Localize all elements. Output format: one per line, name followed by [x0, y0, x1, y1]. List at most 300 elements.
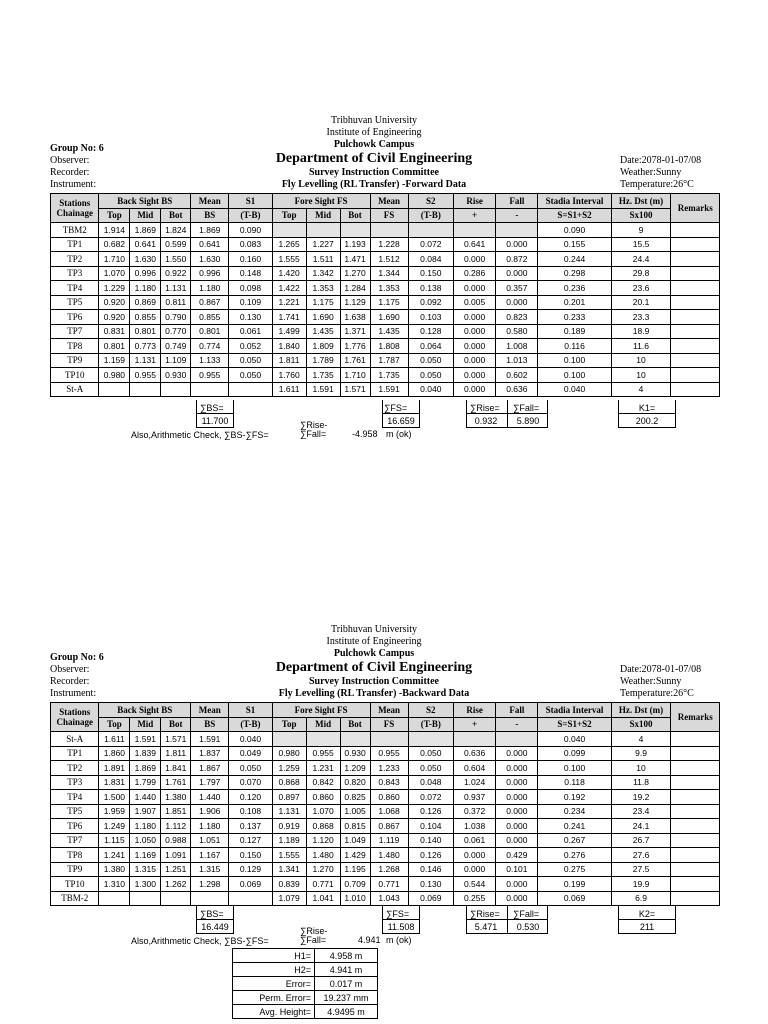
observer-label: Observer: [50, 664, 90, 675]
station-cell: TP3 [51, 775, 99, 790]
fall-cell: 0.000 [496, 237, 538, 252]
fs-bot-cell: 1.571 [340, 382, 370, 397]
hz-dst-cell: 23.6 [611, 281, 671, 296]
hzdst-header: Hz. Dst (m) [611, 194, 671, 209]
stadia-cell: 0.090 [538, 223, 611, 238]
s2-cell: 0.050 [408, 761, 453, 776]
fs-top-header: Top [272, 208, 306, 223]
error-value: 4.941 m [315, 963, 378, 977]
bs-bot-cell: 1.851 [161, 804, 191, 819]
bs-mid-cell: 0.773 [130, 339, 161, 354]
stadia-cell: 0.233 [538, 310, 611, 325]
fs-mean-cell: 1.233 [370, 761, 408, 776]
fs-top-cell [272, 732, 306, 747]
university-title: Tribhuvan University [330, 624, 418, 635]
bs-bot-cell: 0.790 [161, 310, 191, 325]
fall-cell: 0.429 [496, 848, 538, 863]
k2-box [618, 906, 676, 934]
sheet-subtitle: Fly Levelling (RL Transfer) -Backward Data [278, 688, 470, 699]
rise-minus-label: ∑Rise- [300, 926, 328, 936]
stadia-cell: 0.118 [538, 775, 611, 790]
bs-bot-cell: 1.131 [161, 281, 191, 296]
s2-cell: 0.069 [408, 891, 453, 906]
remarks-cell [671, 223, 720, 238]
rise-cell: 0.061 [453, 833, 495, 848]
rise-cell: 0.000 [453, 252, 495, 267]
fall-cell: 1.008 [496, 339, 538, 354]
fs-top-cell: 0.897 [272, 790, 306, 805]
bs-bot-cell: 0.930 [161, 368, 191, 383]
bs-mean-cell: 1.797 [191, 775, 229, 790]
remarks-cell [671, 891, 720, 906]
station-cell: TP8 [51, 339, 99, 354]
sum-fall-value: 5.890 [516, 416, 540, 426]
hz-dst-cell: 10 [611, 368, 671, 383]
fs-bot-cell [340, 223, 370, 238]
fs-top-cell: 1.189 [272, 833, 306, 848]
stadia-cell: 0.267 [538, 833, 611, 848]
fs-mid-cell: 0.842 [306, 775, 340, 790]
fs-header: FS [370, 717, 408, 732]
fs-mean-cell: 1.043 [370, 891, 408, 906]
bs-mean-cell: 0.996 [191, 266, 229, 281]
rise-cell: 1.024 [453, 775, 495, 790]
s2-cell: 0.146 [408, 862, 453, 877]
fs-mid-cell [306, 732, 340, 747]
rise-fall-separator [507, 400, 508, 428]
stadia-cell: 0.276 [538, 848, 611, 863]
stadia-cell: 0.040 [538, 732, 611, 747]
fs-mean-cell: 1.808 [370, 339, 408, 354]
s1-header: S1 [229, 194, 272, 209]
fs-bot-cell: 0.815 [340, 819, 370, 834]
s2-tb-header: (T-B) [408, 208, 453, 223]
bs-top-cell: 0.920 [99, 310, 130, 325]
rise-cell: 0.286 [453, 266, 495, 281]
stadia-header: Stadia Interval [538, 194, 611, 209]
bs-bot-cell: 1.380 [161, 790, 191, 805]
sum-fall-label: ∑Fall= [513, 403, 540, 413]
s1-cell: 0.130 [229, 310, 272, 325]
fall-cell [496, 732, 538, 747]
fs-mean-cell: 1.512 [370, 252, 408, 267]
sum-bs-label: ∑BS= [200, 403, 224, 413]
bs-mid-cell: 1.131 [130, 353, 161, 368]
table-row [51, 295, 720, 310]
fs-top-cell: 0.919 [272, 819, 306, 834]
bs-top-cell: 1.310 [99, 877, 130, 892]
arithmetic-check-label: Also,Arithmetic Check, ∑BS-∑FS= [131, 936, 269, 946]
error-label: H2= [233, 963, 315, 977]
observer-label: Observer: [50, 155, 90, 166]
institute-title: Institute of Engineering [326, 636, 422, 647]
error-row [233, 963, 378, 977]
fs-mid-cell: 1.070 [306, 804, 340, 819]
bs-mean-cell [191, 382, 229, 397]
fs-mean-cell [370, 732, 408, 747]
bs-top-cell: 1.860 [99, 746, 130, 761]
fs-top-cell: 1.221 [272, 295, 306, 310]
fs-mean-cell: 1.119 [370, 833, 408, 848]
s2-tb-header: (T-B) [408, 717, 453, 732]
bs-top-cell: 0.920 [99, 295, 130, 310]
bs-mid-cell: 1.591 [130, 732, 161, 747]
rise-cell: 0.000 [453, 281, 495, 296]
bs-bot-cell: 1.761 [161, 775, 191, 790]
bs-bot-cell: 0.599 [161, 237, 191, 252]
s1-cell: 0.040 [229, 732, 272, 747]
fs-top-header: Top [272, 717, 306, 732]
bs-mean-cell: 1.869 [191, 223, 229, 238]
k1-box [618, 400, 676, 428]
s2-cell: 0.048 [408, 775, 453, 790]
sum-rise-value: 0.932 [474, 416, 498, 426]
error-value: 0.017 m [315, 977, 378, 991]
rise-plus-header: + [453, 208, 495, 223]
s2-cell: 0.140 [408, 833, 453, 848]
bs-mid-cell: 1.050 [130, 833, 161, 848]
stadia-header: Stadia Interval [538, 703, 611, 718]
bs-top-cell: 1.241 [99, 848, 130, 863]
rise-cell [453, 223, 495, 238]
station-cell: TP6 [51, 819, 99, 834]
hz-dst-cell: 15.5 [611, 237, 671, 252]
campus-title: Pulchowk Campus [333, 648, 415, 659]
table-row [51, 353, 720, 368]
sum-bs-box [196, 400, 234, 428]
bs-mid-cell: 1.839 [130, 746, 161, 761]
fs-mean-cell: 1.175 [370, 295, 408, 310]
committee-title: Survey Instruction Committee [309, 676, 439, 687]
bs-mean-cell: 0.867 [191, 295, 229, 310]
s2-cell: 0.104 [408, 819, 453, 834]
error-label: Error= [233, 977, 315, 991]
rise-cell: 0.000 [453, 353, 495, 368]
error-row [233, 1005, 378, 1019]
bs-mean-cell: 1.298 [191, 877, 229, 892]
sum-fs-value: 16.659 [387, 416, 415, 426]
stadia-cell: 0.192 [538, 790, 611, 805]
fall-equals-label: ∑Fall= [300, 429, 327, 439]
fs-mean-cell: 0.867 [370, 819, 408, 834]
rise-cell: 0.641 [453, 237, 495, 252]
fs-mid-cell: 1.227 [306, 237, 340, 252]
sheet-subtitle: Fly Levelling (RL Transfer) -Forward Data [281, 179, 467, 190]
fs-top-cell: 1.422 [272, 281, 306, 296]
table-row [51, 804, 720, 819]
bs-top-cell: 0.980 [99, 368, 130, 383]
station-cell: TP2 [51, 252, 99, 267]
stadia-cell: 0.234 [538, 804, 611, 819]
bs-top-header: Top [99, 208, 130, 223]
stadia-cell: 0.100 [538, 761, 611, 776]
sx100-header: Sx100 [611, 717, 671, 732]
stadia-cell: 0.155 [538, 237, 611, 252]
s2-cell: 0.072 [408, 790, 453, 805]
s2-cell: 0.072 [408, 237, 453, 252]
stations-header: Stations Chainage [51, 194, 99, 223]
fall-cell: 0.357 [496, 281, 538, 296]
bs-mean-cell: 1.051 [191, 833, 229, 848]
stadia-cell: 0.201 [538, 295, 611, 310]
bs-bot-cell: 0.749 [161, 339, 191, 354]
bs-mid-cell: 0.801 [130, 324, 161, 339]
stadia-cell: 0.069 [538, 891, 611, 906]
table-row [51, 339, 720, 354]
bs-mean-cell: 0.801 [191, 324, 229, 339]
hz-dst-cell: 29.8 [611, 266, 671, 281]
s2-cell: 0.126 [408, 848, 453, 863]
error-value: 4.958 m [315, 949, 378, 963]
instrument-label: Instrument: [50, 688, 97, 699]
fs-top-cell: 0.868 [272, 775, 306, 790]
station-cell: TP4 [51, 281, 99, 296]
table-row [51, 324, 720, 339]
bs-bot-cell: 1.091 [161, 848, 191, 863]
s1-cell: 0.061 [229, 324, 272, 339]
hzdst-header: Hz. Dst (m) [611, 703, 671, 718]
hz-dst-cell: 27.6 [611, 848, 671, 863]
fs-mean-cell: 1.735 [370, 368, 408, 383]
s1-cell: 0.150 [229, 848, 272, 863]
fs-bot-cell: 1.429 [340, 848, 370, 863]
table-row [51, 237, 720, 252]
fall-cell: 0.000 [496, 891, 538, 906]
station-cell: TP9 [51, 862, 99, 877]
station-cell: TP6 [51, 310, 99, 325]
bs-mid-cell: 1.799 [130, 775, 161, 790]
university-title: Tribhuvan University [330, 115, 418, 126]
fs-bot-cell: 1.710 [340, 368, 370, 383]
fs-top-cell: 1.079 [272, 891, 306, 906]
s1-cell: 0.109 [229, 295, 272, 310]
bs-bot-cell: 1.550 [161, 252, 191, 267]
bs-mean-cell: 1.906 [191, 804, 229, 819]
bs-mid-cell: 1.907 [130, 804, 161, 819]
s2-cell: 0.138 [408, 281, 453, 296]
hz-dst-cell: 6.9 [611, 891, 671, 906]
department-title: Department of Civil Engineering [275, 151, 473, 166]
fall-cell: 0.000 [496, 819, 538, 834]
bs-mean-cell: 0.855 [191, 310, 229, 325]
remarks-cell [671, 877, 720, 892]
remarks-cell [671, 324, 720, 339]
fall-header: Fall [496, 703, 538, 718]
bs-mid-cell [130, 382, 161, 397]
fs-bot-cell: 1.129 [340, 295, 370, 310]
s1-cell: 0.050 [229, 761, 272, 776]
bs-mid-cell: 0.955 [130, 368, 161, 383]
fs-mid-cell: 1.175 [306, 295, 340, 310]
fs-mean-cell: 1.690 [370, 310, 408, 325]
weather-label: Weather:Sunny [620, 167, 682, 178]
fs-bot-cell: 1.193 [340, 237, 370, 252]
rise-cell: 0.000 [453, 848, 495, 863]
fs-mean-cell: 0.771 [370, 877, 408, 892]
table-row [51, 891, 720, 906]
rise-cell: 0.544 [453, 877, 495, 892]
fall-cell: 0.000 [496, 295, 538, 310]
committee-title: Survey Instruction Committee [309, 167, 439, 178]
remarks-header: Remarks [671, 703, 720, 732]
station-cell: TP7 [51, 833, 99, 848]
hz-dst-cell: 27.5 [611, 862, 671, 877]
fs-mid-cell: 1.735 [306, 368, 340, 383]
stadia-cell: 0.244 [538, 252, 611, 267]
bs-mid-cell: 0.641 [130, 237, 161, 252]
error-row [233, 949, 378, 963]
fall-cell: 0.823 [496, 310, 538, 325]
s2-cell: 0.103 [408, 310, 453, 325]
stadia-cell: 0.275 [538, 862, 611, 877]
stadia-cell: 0.298 [538, 266, 611, 281]
station-cell: TP5 [51, 804, 99, 819]
date-label: Date:2078-01-07/08 [620, 664, 702, 675]
fs-bot-cell [340, 732, 370, 747]
bs-mean-cell: 0.955 [191, 368, 229, 383]
fs-bot-cell: 1.284 [340, 281, 370, 296]
remarks-cell [671, 790, 720, 805]
remarks-cell [671, 382, 720, 397]
instrument-label: Instrument: [50, 179, 97, 190]
fs-top-cell: 1.760 [272, 368, 306, 383]
bs-mid-cell: 1.169 [130, 848, 161, 863]
rise-cell: 1.038 [453, 819, 495, 834]
s1-cell: 0.098 [229, 281, 272, 296]
fs-mid-cell: 1.789 [306, 353, 340, 368]
rise-header: Rise [453, 703, 495, 718]
table-row [51, 310, 720, 325]
sum-fs-box [382, 400, 420, 428]
bs-mid-header: Mid [130, 208, 161, 223]
mean-fs-header: Mean [370, 194, 408, 209]
foresight-header: Fore Sight FS [272, 703, 370, 718]
fs-mean-cell: 1.591 [370, 382, 408, 397]
bs-top-cell: 1.249 [99, 819, 130, 834]
s2-cell [408, 732, 453, 747]
s1-cell: 0.129 [229, 862, 272, 877]
fs-bot-header: Bot [340, 717, 370, 732]
bs-top-cell: 0.831 [99, 324, 130, 339]
fs-bot-cell: 1.371 [340, 324, 370, 339]
bs-header: BS [191, 717, 229, 732]
hz-dst-cell: 9 [611, 223, 671, 238]
fs-mean-cell [370, 223, 408, 238]
table-row [51, 223, 720, 238]
fall-equals-label: ∑Fall= [300, 935, 327, 945]
error-row [233, 991, 378, 1005]
table-row [51, 281, 720, 296]
bs-top-cell: 1.611 [99, 732, 130, 747]
fs-bot-cell: 1.209 [340, 761, 370, 776]
bs-top-header: Top [99, 717, 130, 732]
fs-top-cell: 0.839 [272, 877, 306, 892]
fs-mid-header: Mid [306, 717, 340, 732]
bs-mid-cell: 1.180 [130, 281, 161, 296]
stadia-cell: 0.040 [538, 382, 611, 397]
foresight-header: Fore Sight FS [272, 194, 370, 209]
s1-cell: 0.049 [229, 746, 272, 761]
remarks-cell [671, 732, 720, 747]
remarks-cell [671, 281, 720, 296]
station-cell: TP10 [51, 368, 99, 383]
s1-cell: 0.052 [229, 339, 272, 354]
fall-cell: 0.000 [496, 266, 538, 281]
arithmetic-check-unit: m (ok) [386, 935, 412, 945]
station-cell: TP5 [51, 295, 99, 310]
rise-cell: 0.000 [453, 368, 495, 383]
fall-minus-header: - [496, 717, 538, 732]
hz-dst-cell: 19.2 [611, 790, 671, 805]
fs-mean-cell: 1.480 [370, 848, 408, 863]
fs-header: FS [370, 208, 408, 223]
s2-header: S2 [408, 194, 453, 209]
backward-level-table [50, 702, 720, 906]
fs-bot-cell: 1.049 [340, 833, 370, 848]
rise-cell: 0.005 [453, 295, 495, 310]
table-row [51, 266, 720, 281]
sum-fs-label: ∑FS= [384, 403, 408, 413]
bs-mid-header: Mid [130, 717, 161, 732]
k2-label: K2= [638, 909, 656, 919]
s2-header: S2 [408, 703, 453, 718]
remarks-cell [671, 310, 720, 325]
rise-cell: 0.000 [453, 324, 495, 339]
fs-top-cell [272, 223, 306, 238]
fs-top-cell: 1.811 [272, 353, 306, 368]
rise-minus-label: ∑Rise- [300, 420, 328, 430]
fs-bot-cell: 0.709 [340, 877, 370, 892]
k1-value: 200.2 [635, 416, 659, 426]
sx100-header: Sx100 [611, 208, 671, 223]
table-row [51, 746, 720, 761]
remarks-cell [671, 833, 720, 848]
group-number: Group No: 6 [50, 652, 104, 663]
bs-mean-cell: 1.591 [191, 732, 229, 747]
remarks-cell [671, 775, 720, 790]
station-cell: St-A [51, 732, 99, 747]
s2-cell: 0.130 [408, 877, 453, 892]
mean-fs-header: Mean [370, 703, 408, 718]
fs-top-cell: 1.341 [272, 862, 306, 877]
fs-mid-cell: 1.480 [306, 848, 340, 863]
error-label: Perm. Error= [233, 991, 315, 1005]
bs-top-cell: 0.682 [99, 237, 130, 252]
fs-mid-cell: 0.868 [306, 819, 340, 834]
rise-cell: 0.937 [453, 790, 495, 805]
table-row [51, 790, 720, 805]
table-row [51, 368, 720, 383]
fs-mid-cell: 1.690 [306, 310, 340, 325]
institute-title: Institute of Engineering [326, 127, 422, 138]
remarks-cell [671, 761, 720, 776]
bs-bot-cell: 1.841 [161, 761, 191, 776]
bs-mid-cell: 1.300 [130, 877, 161, 892]
bs-top-cell [99, 891, 130, 906]
s2-cell: 0.050 [408, 368, 453, 383]
hz-dst-cell: 18.9 [611, 324, 671, 339]
fs-mean-cell: 1.344 [370, 266, 408, 281]
fall-minus-header: - [496, 208, 538, 223]
hz-dst-cell: 26.7 [611, 833, 671, 848]
bs-bot-header: Bot [161, 717, 191, 732]
fs-mean-cell: 1.787 [370, 353, 408, 368]
fs-top-cell: 1.265 [272, 237, 306, 252]
rise-cell: 0.000 [453, 310, 495, 325]
hz-dst-cell: 20.1 [611, 295, 671, 310]
sum-fs-box [382, 906, 420, 934]
s2-cell: 0.126 [408, 804, 453, 819]
